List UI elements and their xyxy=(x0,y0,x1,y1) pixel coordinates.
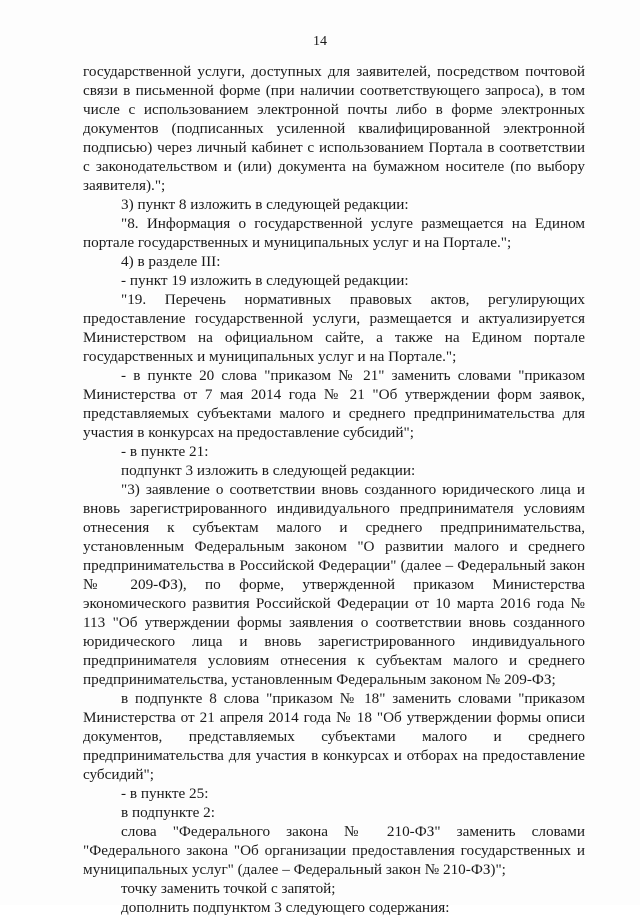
page-number: 14 xyxy=(313,34,327,49)
paragraph-3: "8. Информация о государственной услуге размещается на Едином портале государственных и муниципальных услуг и на Портале."; xyxy=(83,215,585,251)
paragraph-6: "19. Перечень нормативных правовых актов, регулирующих предоставление государственной услуги, размещается и актуализируется Министерством на официальном сайте, а также на Едином портале государственных и муниципальных услуг и на Портале."; xyxy=(83,291,585,365)
document-body xyxy=(83,62,585,917)
paragraph-2: 3) пункт 8 изложить в следующей редакции: xyxy=(121,196,409,213)
paragraph-16: дополнить подпунктом 3 следующего содержания: xyxy=(121,899,450,916)
paragraph-14: слова "Федерального закона № 210-ФЗ" заменить словами "Федерального закона "Об организации предоставления государственных и муниципальных услуг" (далее – Федеральный закон № 210-ФЗ)"; xyxy=(83,823,585,878)
paragraph-7: - в пункте 20 слова "приказом № 21" заменить словами "приказом Министерства от 7 мая 2014 года № 21 "Об утверждении форм заявок, представляемых субъектами малого и среднего предпринимательства для участия в конкурсах на предоставление субсидий"; xyxy=(83,367,585,441)
paragraph-5: - пункт 19 изложить в следующей редакции: xyxy=(121,272,409,289)
paragraph-10: "3) заявление о соответствии вновь созданного юридического лица и вновь зарегистрированного индивидуального предпринимателя условиям отнесения к субъектам малого и среднего предпринимательства, установленным Федеральным законом "О развитии малого и среднего предпринимательства в Российской Федерации" (далее – Федеральный закон № 209-ФЗ), по форме, утвержденной приказом Министерства экономического развития Российской Федерации от 10 марта 2016 года № 113 "Об утверждении формы заявления о соответствии вновь созданного юридического лица и вновь зарегистрированного индивидуального предпринимателя условиям отнесения к субъектам малого и среднего предпринимательства, установленным Федеральным законом № 209-ФЗ; xyxy=(83,481,585,688)
paragraph-4: 4) в разделе III: xyxy=(121,253,221,270)
paragraph-8: - в пункте 21: xyxy=(121,443,209,460)
paragraph-1: государственной услуги, доступных для заявителей, посредством почтовой связи в письменной форме (при наличии соответствующего запроса), в том числе с использованием электронной почты либо в форме электронных документов (подписанных усиленной квалифицированной электронной подписью) через личный кабинет с использованием Портала в соответствии с законодательством и (или) документа на бумажном носителе (по выбору заявителя)."; xyxy=(83,63,585,194)
paragraph-11: в подпункте 8 слова "приказом № 18" заменить словами "приказом Министерства от 21 апреля 2014 года № 18 "Об утверждении формы описи документов, представляемых субъектами малого и среднего предпринимательства для участия в конкурсах и отборах на предоставление субсидий"; xyxy=(83,690,585,783)
paragraph-9: подпункт 3 изложить в следующей редакции: xyxy=(121,462,416,479)
paragraph-15: точку заменить точкой с запятой; xyxy=(121,880,336,897)
paragraph-12: - в пункте 25: xyxy=(121,785,209,802)
paragraph-13: в подпункте 2: xyxy=(121,804,215,821)
